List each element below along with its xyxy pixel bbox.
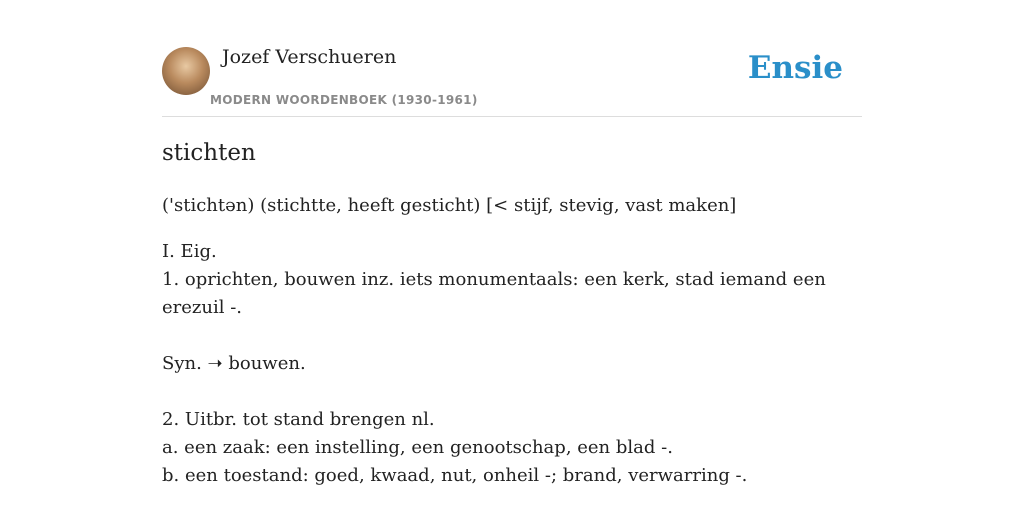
sense-2b: b. een toestand: goed, kwaad, nut, onheil -; brand, verwarring -. — [162, 465, 748, 486]
definition — [162, 192, 862, 490]
pronunciation: ('stichtən) (stichtte, heeft gesticht) [< stijf, stevig, vast maken] — [162, 195, 737, 216]
synonym-link[interactable]: Syn. ➝ bouwen. — [162, 353, 306, 374]
headword: stichten — [162, 140, 256, 166]
author-avatar[interactable] — [162, 47, 210, 95]
dictionary-source[interactable]: MODERN WOORDENBOEK (1930-1961) — [210, 93, 478, 107]
sense-heading: I. Eig. — [162, 241, 217, 262]
sense-2: 2. Uitbr. tot stand brengen nl. — [162, 409, 435, 430]
blank-line — [162, 322, 862, 350]
blank-line — [162, 378, 862, 406]
header — [162, 40, 862, 117]
sense-1: 1. oprichten, bouwen inz. iets monumentaals: een kerk, stad iemand een erezuil -. — [162, 269, 826, 318]
author-name[interactable]: Jozef Verschueren — [222, 46, 397, 68]
site-logo[interactable]: Ensie — [747, 50, 843, 86]
sense-2a: a. een zaak: een instelling, een genootschap, een blad -. — [162, 437, 673, 458]
